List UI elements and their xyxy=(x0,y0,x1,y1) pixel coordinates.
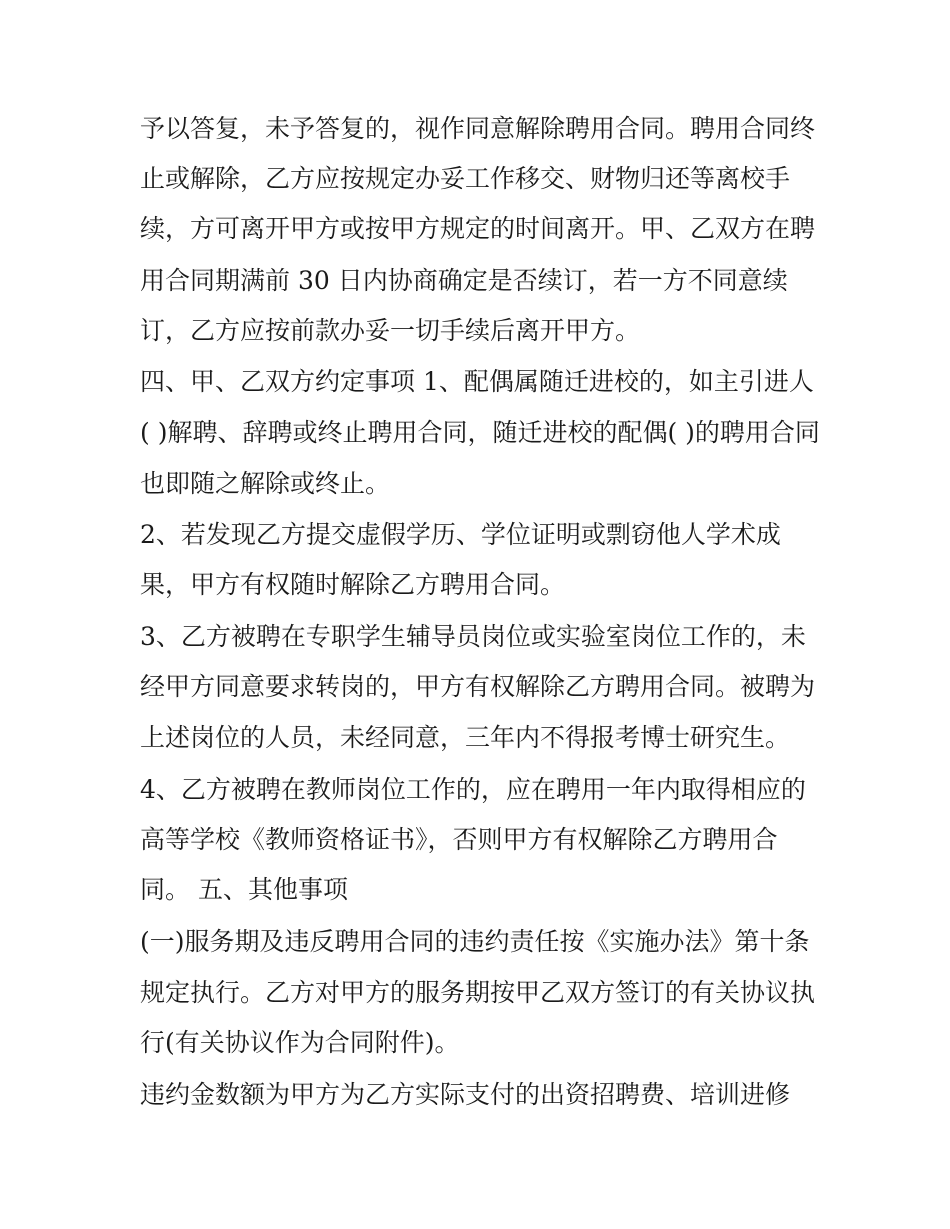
text-line: 上述岗位的人员，未经同意，三年内不得报考博士研究生。 xyxy=(140,723,791,752)
text-line: 止或解除，乙方应按规定办妥工作移交、财物归还等离校手 xyxy=(140,164,791,193)
text-line: 用合同期满前 30 日内协商确定是否续订，若一方不同意续 xyxy=(140,266,788,295)
text-line: 果，甲方有权随时解除乙方聘用合同。 xyxy=(140,570,566,599)
text-line: 3、乙方被聘在专职学生辅导员岗位或实验室岗位工作的，未 xyxy=(140,622,806,651)
text-line: (一)服务期及违反聘用合同的违约责任按《实施办法》第十条 xyxy=(140,927,810,956)
text-line: 高等学校《教师资格证书》，否则甲方有权解除乙方聘用合 xyxy=(140,825,778,854)
text-line: 违约金数额为甲方为乙方实际支付的出资招聘费、培训进修 xyxy=(140,1080,791,1109)
text-line: 规定执行。乙方对甲方的服务期按甲乙双方签订的有关协议执 xyxy=(140,978,816,1007)
text-line: 4、乙方被聘在教师岗位工作的，应在聘用一年内取得相应的 xyxy=(140,775,806,804)
text-line: 续，方可离开甲方或按甲方规定的时间离开。甲、乙双方在聘 xyxy=(140,214,816,243)
text-line: 予以答复，未予答复的，视作同意解除聘用合同。聘用合同终 xyxy=(140,114,816,143)
text-line: 同。 五、其他事项 xyxy=(140,875,348,904)
text-line: 订，乙方应按前款办妥一切手续后离开甲方。 xyxy=(140,316,641,345)
text-line: 2、若发现乙方提交虚假学历、学位证明或剽窃他人学术成 xyxy=(140,520,781,549)
text-line: 经甲方同意要求转岗的，甲方有权解除乙方聘用合同。被聘为 xyxy=(140,672,816,701)
text-line: ( )解聘、辞聘或终止聘用合同，随迁进校的配偶( )的聘用合同 xyxy=(140,418,820,447)
text-line: 四、甲、乙双方约定事项 1、配偶属随迁进校的，如主引进人 xyxy=(140,367,814,396)
text-line: 行(有关协议作为合同附件)。 xyxy=(140,1028,460,1057)
text-line: 也即随之解除或终止。 xyxy=(140,469,391,498)
